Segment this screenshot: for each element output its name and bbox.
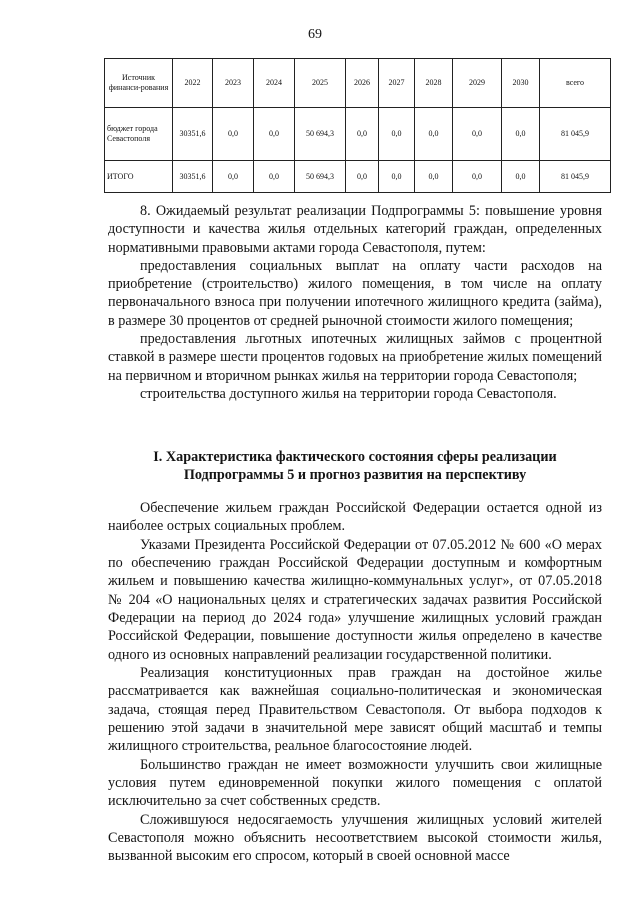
table-cell: 0,0	[415, 108, 453, 161]
header-cell: 2028	[415, 59, 453, 108]
header-cell: 2023	[213, 59, 254, 108]
table-cell: 0,0	[254, 161, 295, 193]
header-cell: Источник финанси-рования	[105, 59, 173, 108]
characteristics-section	[108, 499, 602, 866]
table-cell: 0,0	[379, 161, 415, 193]
paragraph: Указами Президента Российской Федерации от 07.05.2012 № 600 «О мерах по обеспечению граждан Российской Федерации доступным и комфортным жильем и повышению качества жилищно-коммунальных услуг», от 07.05.2018 № 204 «О национальных целях и стратегических задачах развития Российской Федерации на период до 2024 года» улучшение жилищных условий граждан Российской Федерации, повышение доступности жилья определено в качестве одного из основных направлений реализации государственной политики.	[108, 536, 602, 663]
table-cell: 0,0	[213, 108, 254, 161]
header-cell: 2024	[254, 59, 295, 108]
paragraph: Реализация конституционных прав граждан на достойное жилье рассматривается как важнейшая социально-политическая и экономическая задача, стоящая перед Правительством Севастополя. От выбора подходов к решению этой задачи в значительной мере зависят общий масштаб и темпы жилищного строительства, реальное благосостояние людей.	[108, 665, 602, 755]
page-number: 69	[308, 27, 322, 42]
table-row	[105, 108, 611, 161]
table-cell: 0,0	[213, 161, 254, 193]
table-header-row	[105, 59, 611, 108]
paragraph: предоставления социальных выплат на оплату части расходов на приобретение (строительство) жилого помещения, в том числе на оплату первоначального взноса при получении ипотечного жилищного кредита (займа), в размере 30 процентов от средней рыночной стоимости жилого помещения;	[108, 257, 602, 329]
table-cell: 0,0	[502, 108, 540, 161]
table-row	[105, 161, 611, 193]
table-cell: 81 045,9	[540, 161, 611, 193]
header-cell: 2022	[173, 59, 213, 108]
table-cell: ИТОГО	[105, 161, 173, 193]
table-cell: 0,0	[346, 161, 379, 193]
header-cell: всего	[540, 59, 611, 108]
table-cell: 30351,6	[173, 161, 213, 193]
table-cell: 0,0	[453, 108, 502, 161]
table-cell: 30351,6	[173, 108, 213, 161]
table-cell: 0,0	[502, 161, 540, 193]
header-cell: 2029	[453, 59, 502, 108]
paragraph: Большинство граждан не имеет возможности улучшить свои жилищные условия путем единовременной покупки жилого помещения с оплатой исключительно за счет собственных средств.	[108, 756, 602, 810]
paragraph: Обеспечение жильем граждан Российской Федерации остается одной из наиболее острых социальных проблем.	[108, 500, 602, 535]
paragraph: строительства доступного жилья на территории города Севастополя.	[140, 385, 557, 402]
paragraph: 8. Ожидаемый результат реализации Подпрограммы 5: повышение уровня доступности и качества жилья отдельных категорий граждан, определенных нормативными правовыми актами города Севастополя, путем:	[108, 203, 602, 256]
funding-table	[104, 58, 611, 193]
paragraph: предоставления льготных ипотечных жилищных займов с процентной ставкой в размере шести процентов годовых на приобретение жилых помещений на первичном и вторичном рынках жилья на территории города Севастополя;	[108, 331, 602, 384]
table-cell: 0,0	[453, 161, 502, 193]
table-cell: 81 045,9	[540, 108, 611, 161]
header-cell: 2030	[502, 59, 540, 108]
table-cell: 0,0	[346, 108, 379, 161]
section-heading: I. Характеристика фактического состояния сферы реализации Подпрограммы 5 и прогноз развития на перспективу	[153, 449, 557, 484]
table-cell: 0,0	[254, 108, 295, 161]
table-cell: 50 694,3	[295, 161, 346, 193]
header-cell: 2025	[295, 59, 346, 108]
paragraph: Сложившуюся недосягаемость улучшения жилищных условий жителей Севастополя можно объяснить несоответствием высокой стоимости жилья, вызванной высоким его спросом, который в своей основной массе	[108, 811, 602, 865]
table-cell: 0,0	[379, 108, 415, 161]
table-cell: 50 694,3	[295, 108, 346, 161]
header-cell: 2026	[346, 59, 379, 108]
table-cell: 0,0	[415, 161, 453, 193]
header-cell: 2027	[379, 59, 415, 108]
table-cell: бюджет города Севастополя	[105, 108, 173, 161]
expected-results-section	[108, 202, 602, 403]
